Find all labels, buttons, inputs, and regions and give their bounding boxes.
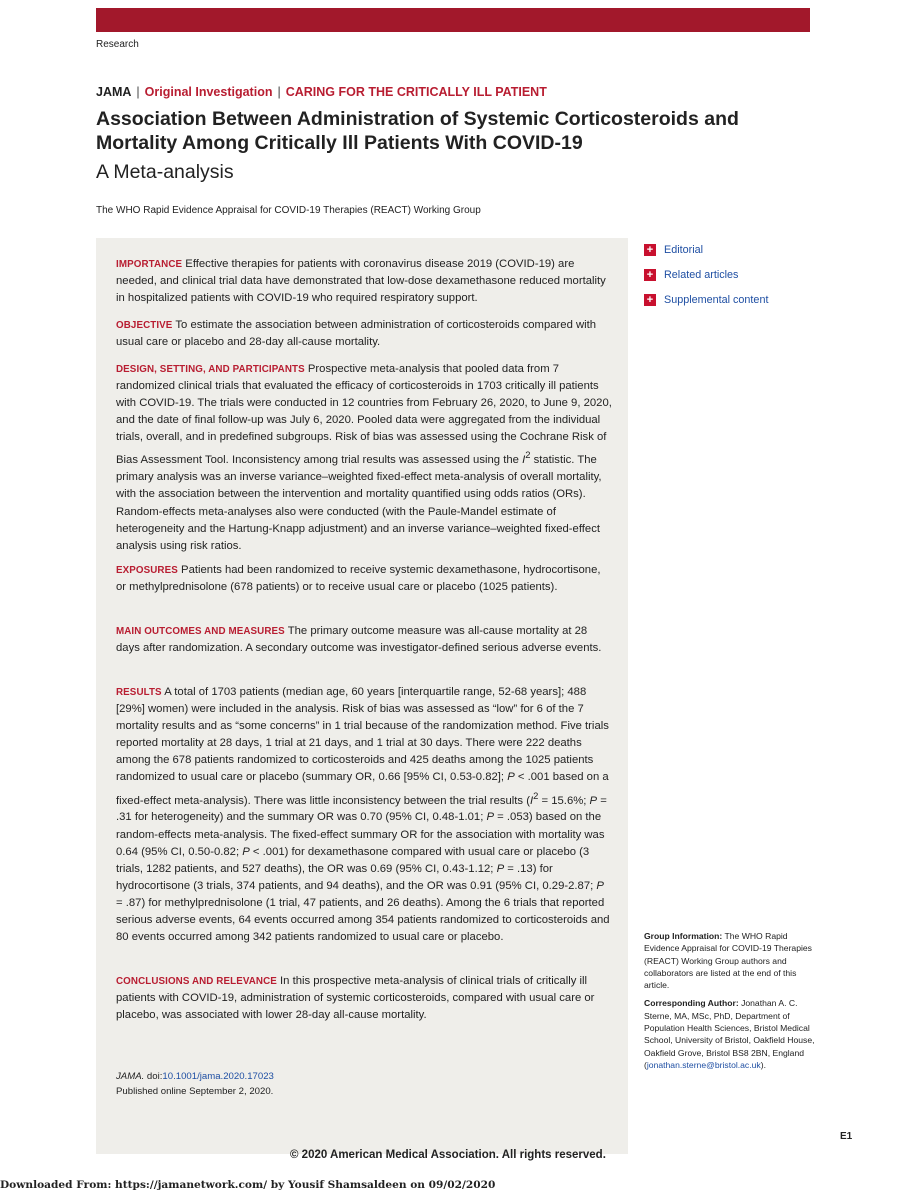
design-i2-var: I: [522, 454, 526, 467]
plus-icon: +: [644, 244, 656, 256]
plus-icon: +: [644, 294, 656, 306]
group-info-label: Group Information:: [644, 931, 723, 941]
abstract-exposures: [116, 562, 612, 596]
design-text-b: statistic. The primary analysis was an inverse variance–weighted fixed-effect meta-analysis of overall mortality, with the association between the intervention and mortality quantified using odds ratios (ORs). Random-effects meta-analyses also were conducted (with the Paule-Mandel estimate of heterogeneity and the Hartung-Knapp adjustment) and an inverse variance–weighted fixed-effect analysis using risk ratios.: [116, 454, 602, 552]
citation-journal: JAMA.: [116, 1071, 145, 1082]
exposures-heading: EXPOSURES: [116, 565, 178, 576]
copyright: © 2020 American Medical Association. All rights reserved.: [290, 1149, 606, 1161]
objective-text: To estimate the association between administration of corticosteroids compared with usual care or placebo and 28-day all-cause mortality.: [116, 319, 597, 349]
journal-name: JAMA: [96, 85, 132, 99]
results-text-4: = .31 for heterogeneity) and the summary OR was 0.70 (95% CI, 0.48-1.01;: [116, 794, 607, 824]
design-i2-sup: 2: [525, 449, 531, 461]
header-color-bar: [96, 8, 810, 32]
outcomes-heading: MAIN OUTCOMES AND MEASURES: [116, 626, 285, 637]
corresponding-author: [644, 997, 816, 1071]
corresponding-text: Jonathan A. C. Sterne, MA, MSc, PhD, Department of Population Health Sciences, Bristol Medical School, University of Bristol, Oakfield House, Oakfield Grove, Bristol BS8 2BN, England (: [644, 998, 815, 1070]
abstract-box: [96, 238, 628, 1154]
p-symbol: P: [507, 771, 515, 784]
author-group: The WHO Rapid Evidence Appraisal for COVID-19 Therapies (REACT) Working Group: [96, 205, 481, 216]
related-links: [644, 237, 768, 312]
conclusions-text: In this prospective meta-analysis of clinical trials of critically ill patients with COVID-19, administration of systemic corticosteroids, compared with usual care or placebo, was associated with lower 28-day all-cause mortality.: [116, 975, 595, 1022]
author-notes: [644, 930, 816, 1077]
supplemental-content-link[interactable]: [644, 287, 768, 312]
abstract-importance: [116, 256, 612, 307]
article-category: Original Investigation: [144, 85, 273, 99]
results-text-6: < .001) for dexamethasone compared with usual care or placebo (3 trials, 1282 patients, and 527 deaths), the OR was 0.69 (95% CI, 0.43-1.12;: [116, 845, 590, 875]
results-text-8: = .87) for methylprednisolone (1 trial, 47 patients, and 26 deaths). Among the 6 trials that reported serious adverse events, 64 events occurred among 354 patients randomized to corticosteroids and 80 events occurred among 342 patients randomized to usual care or placebo.: [116, 896, 610, 944]
editorial-label: Editorial: [664, 243, 704, 256]
section-label: Research: [96, 39, 139, 50]
results-text-3: = 15.6%;: [538, 794, 590, 807]
download-notice: Downloaded From: https://jamanetwork.com/ by Yousif Shamsaldeen on 09/02/2020: [0, 1179, 496, 1191]
email-link[interactable]: jonathan.sterne@bristol.ac.uk: [646, 1059, 761, 1070]
group-info-text: The WHO Rapid Evidence Appraisal for COVID-19 Therapies (REACT) Working Group authors and collaborators are listed at the end of this article.: [644, 931, 812, 991]
p-symbol: P: [596, 879, 604, 892]
results-text-5: = .053) based on the random-effects meta-analysis. The fixed-effect summary OR for the association with mortality was 0.64 (95% CI, 0.50-0.82;: [116, 811, 605, 858]
corresponding-label: Corresponding Author:: [644, 998, 739, 1009]
article-subtitle: A Meta-analysis: [96, 161, 234, 183]
journal-line: JAMA | Original Investigation | CARING FOR THE CRITICALLY ILL PATIENT: [96, 85, 547, 99]
results-text-1: A total of 1703 patients (median age, 60 years [interquartile range, 52-68 years]; 488 [29%] women) were included in the analysis. Risk of bias was assessed as “low” for 6 of the 7 mortality results and as “some concerns” in 1 trial because of the randomization method. Five trials reported mortality at 28 days, 1 trial at 21 days, and 1 trial at 30 days. There were 222 deaths among the 678 patients randomized to corticosteroids and 425 deaths among the 1025 patients randomized to usual care or placebo (summary OR, 0.66 [95% CI, 0.53-0.82];: [116, 686, 609, 784]
related-articles-label: Related articles: [664, 268, 739, 281]
page-number: E1: [840, 1131, 853, 1142]
p-symbol: P: [242, 845, 250, 858]
abstract-conclusions: [116, 973, 612, 1024]
related-articles-link[interactable]: [644, 262, 768, 287]
results-heading: RESULTS: [116, 687, 162, 698]
results-text-7: = .13) for hydrocortisone (3 trials, 374 patients, and 94 deaths), and the OR was 0.91 (95% CI, 0.29-2.87;: [116, 862, 597, 892]
design-text-a: Prospective meta-analysis that pooled data from 7 randomized clinical trials that evaluated the efficacy of corticosteroids in 1703 critically ill patients with COVID-19. The trials were conducted in 12 countries from February 26, 2020, to June 9, 2020, and the date of final follow-up was July 6, 2020. Pooled data were aggregated from the individual trials, overall, and in predefined subgroups. Risk of bias was assessed using the Cochrane Risk of Bias Assessment Tool. Inconsistency among trial results was assessed using the: [116, 363, 612, 467]
editorial-link[interactable]: [644, 237, 768, 262]
i2-var: I: [529, 794, 534, 807]
article-title: Association Between Administration of Systemic Corticosteroids and Mortality Among Critically Ill Patients With COVID-19: [96, 108, 739, 154]
supplemental-content-label: Supplemental content: [664, 293, 769, 306]
corresponding-end: ).: [760, 1059, 766, 1070]
doi-label: doi:: [144, 1071, 163, 1082]
outcomes-text: The primary outcome measure was all-cause mortality at 28 days after randomization. A secondary outcome was investigator-defined serious adverse events.: [116, 625, 602, 655]
abstract-results: [116, 684, 612, 946]
published-date: Published online September 2, 2020.: [116, 1086, 274, 1097]
importance-text: Effective therapies for patients with coronavirus disease 2019 (COVID-19) are needed, and clinical trial data have demonstrated that low-dose dexamethasone reduced mortality in hospitalized patients with COVID-19 who required respiratory support.: [116, 258, 606, 305]
conclusions-heading: CONCLUSIONS AND RELEVANCE: [116, 976, 277, 987]
importance-heading: IMPORTANCE: [116, 259, 183, 270]
abstract-objective: [116, 317, 612, 351]
design-heading: DESIGN, SETTING, AND PARTICIPANTS: [116, 364, 305, 375]
objective-heading: OBJECTIVE: [116, 320, 173, 331]
abstract-design: [116, 361, 612, 555]
citation-block: [116, 1069, 274, 1099]
plus-icon: +: [644, 269, 656, 281]
p-symbol: P: [496, 862, 505, 875]
exposures-text: Patients had been randomized to receive systemic dexamethasone, hydrocortisone, or methylprednisolone (678 patients) or to receive usual care or placebo (1025 patients).: [116, 564, 601, 594]
group-information: [644, 930, 816, 991]
p-symbol: P: [589, 794, 598, 807]
results-text-2: < .001 based on a fixed-effect meta-analysis). There was little inconsistency between the trial results (: [116, 771, 609, 807]
doi-link[interactable]: 10.1001/jama.2020.17023: [162, 1071, 274, 1082]
i2-sup: 2: [533, 789, 539, 801]
p-symbol: P: [486, 811, 495, 824]
article-series: CARING FOR THE CRITICALLY ILL PATIENT: [285, 85, 547, 99]
abstract-outcomes: [116, 623, 612, 657]
